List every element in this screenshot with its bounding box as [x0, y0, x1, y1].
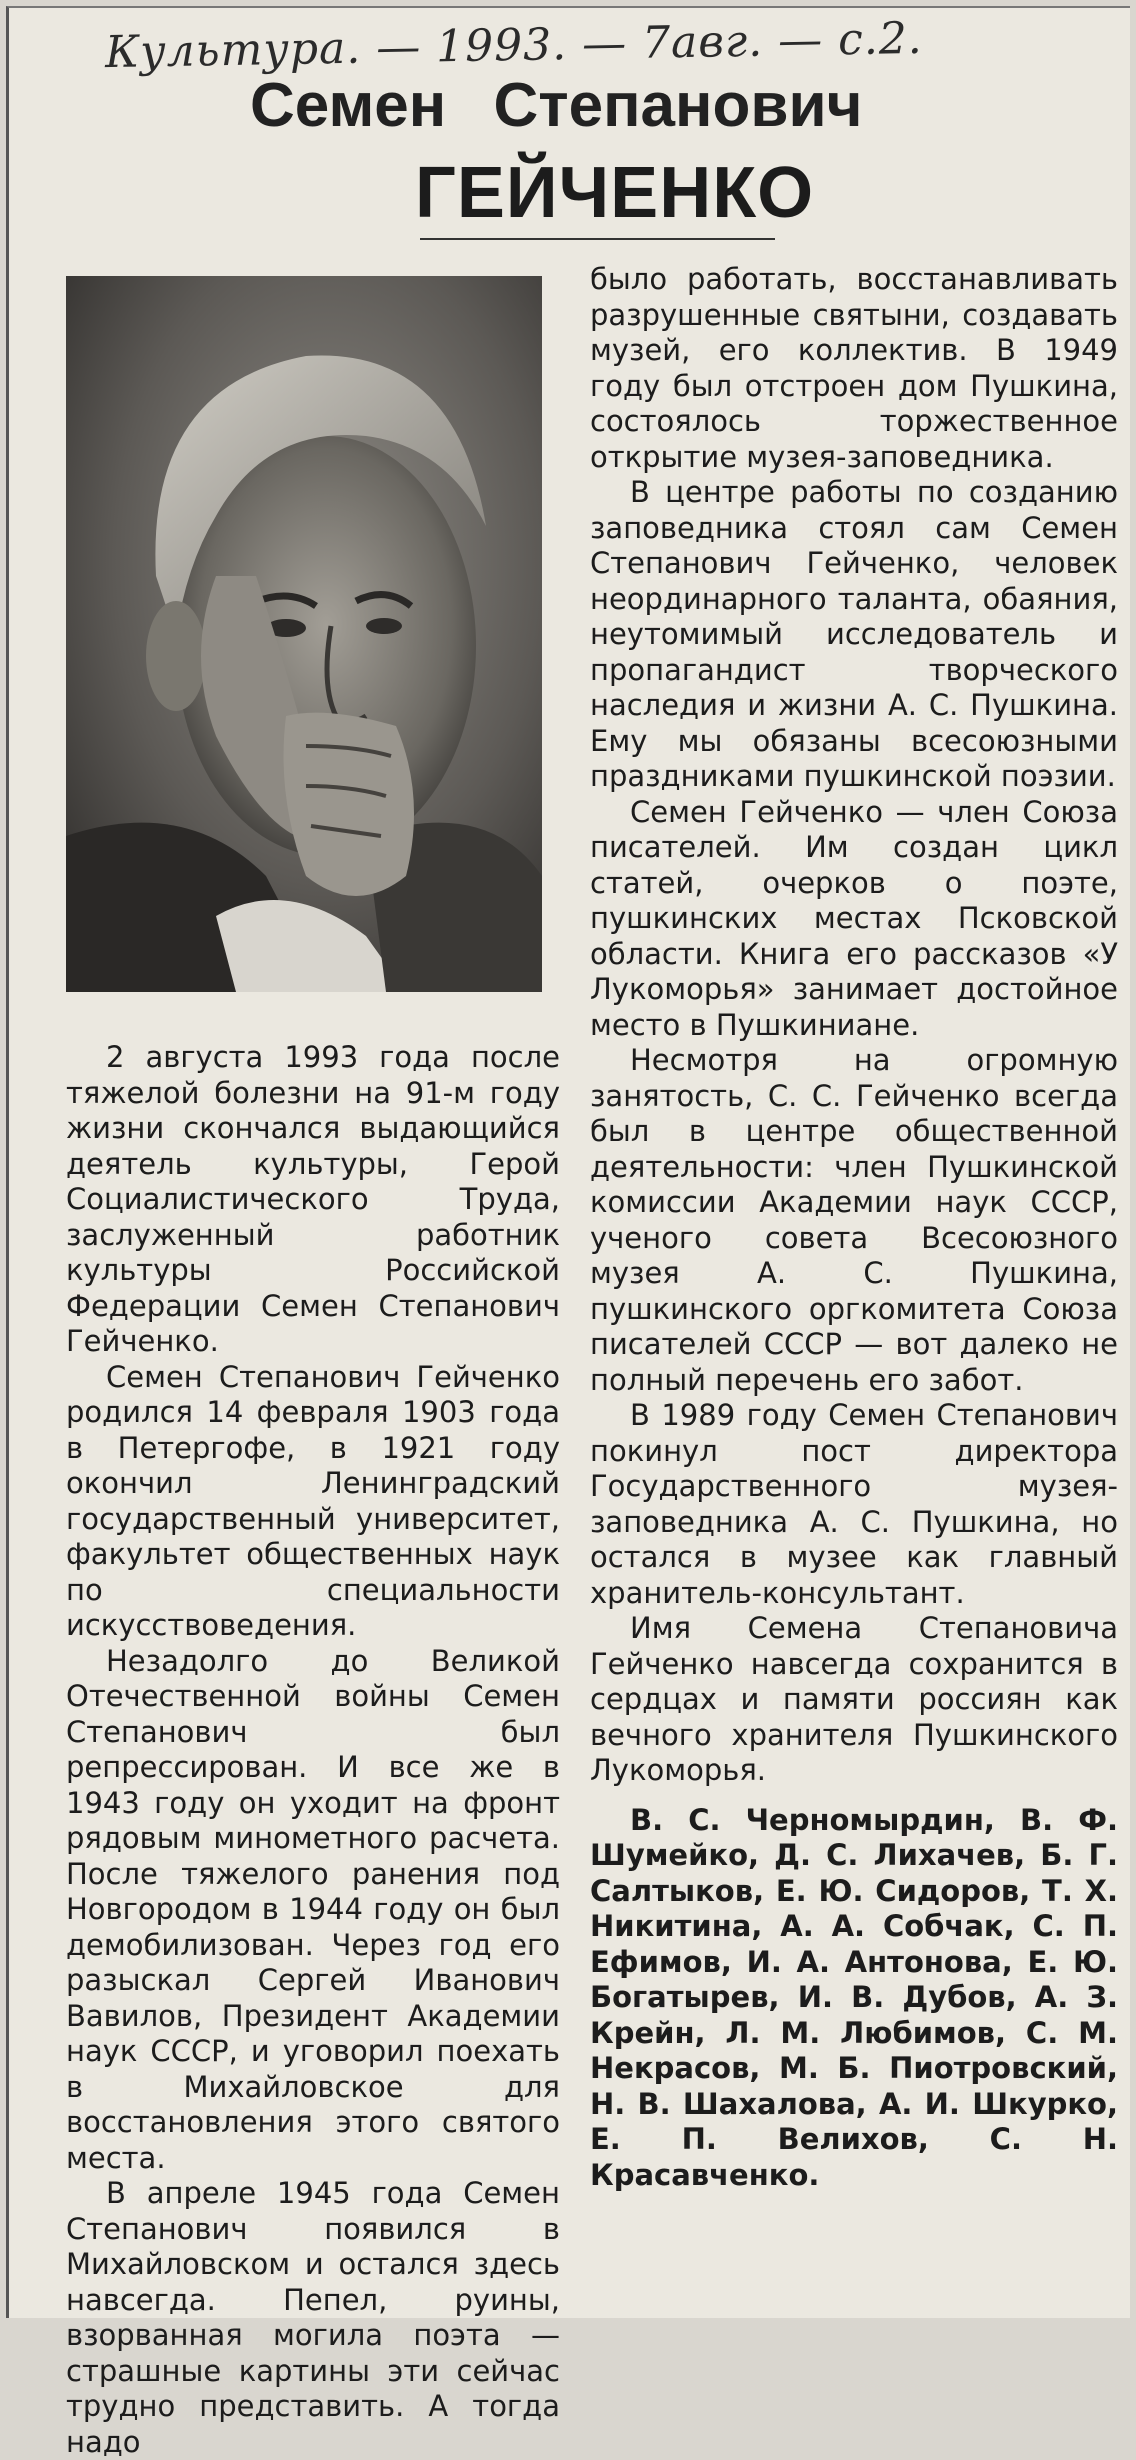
- article-paragraph: Семен Гейченко — член Союза писателей. Им создан цикл статей, очерков о поэте, пушкинских местах Псковской области. Книга его рассказов «У Лукоморья» занимает достойное место в Пушкиниане.: [590, 794, 1118, 1042]
- article-paragraph: Семен Степанович Гейченко родился 14 февраля 1903 года в Петергофе, в 1921 году окончил Ленинградский государственный университет, факультет общественных наук по специальности искусствоведения.: [66, 1359, 560, 1642]
- article-paragraph: Несмотря на огромную занятость, С. С. Гейченко всегда был в центре общественной деятельности: член Пушкинской комиссии Академии наук СССР, ученого совета Всесоюзного музея А. С. Пушкина, пушкинского оргкомитета Союза писателей СССР — вот далеко не полный перечень его забот.: [590, 1043, 1118, 1397]
- article-paragraph: Незадолго до Великой Отечественной войны Семен Степанович был репрессирован. И все же в 1943 году он уходит на фронт рядовым минометного расчета. После тяжелого ранения под Новгородом в 1944 году он был демобилизован. Через год его разыскал Сергей Иванович Вавилов, Президент Академии наук СССР, и уговорил поехать в Михайловское для восстановления этого святого места.: [66, 1643, 560, 2175]
- article-continuation: было работать, восстанавливать разрушенные святыни, создавать музей, его коллектив. В 1949 году был отстроен дом Пушкина, состоялось торжественное открытие музея-заповедника.: [590, 262, 1118, 474]
- headline-surname: ГЕЙЧЕНКО: [415, 153, 815, 233]
- article-left-column: [66, 1040, 560, 2460]
- article-paragraph: Имя Семена Степановича Гейченко навсегда сохранится в сердцах и памяти россиян как вечного хранителя Пушкинского Лукоморья.: [590, 1611, 1118, 1787]
- article-right-column: [590, 262, 1118, 2193]
- article-paragraph: В 1989 году Семен Степанович покинул пост директора Государственного музея-заповедника А. С. Пушкина, но остался в музее как главный хранитель-консультант.: [590, 1398, 1118, 1610]
- headline-underline: [420, 238, 775, 240]
- handwritten-source-note: Культура. — 1993. — 7авг. — с.2.: [104, 12, 924, 79]
- article-paragraph: 2 августа 1993 года после тяжелой болезни на 91-м году жизни скончался выдающийся деятель культуры, Герой Социалистического Труда, заслуженный работник культуры Российской Федерации Семен Степанович Гейченко.: [66, 1040, 560, 1358]
- headline-first-name: Семен Степанович: [250, 71, 863, 140]
- signatories-list: В. С. Черномырдин, В. Ф. Шумейко, Д. С. Лихачев, Б. Г. Салтыков, Е. Ю. Сидоров, Т. Х. Никитина, А. А. Собчак, С. П. Ефимов, И. А. Антонова, Е. Ю. Богатырев, И. В. Дубов, А. З. Крейн, Л. М. Любимов, С. М. Некрасов, М. Б. Пиотровский, Н. В. Шахалова, А. И. Шкурко, Е. П. Велихов, С. Н. Красавченко.: [590, 1802, 1118, 2192]
- portrait-photo: [66, 276, 542, 992]
- article-paragraph: В центре работы по созданию заповедника стоял сам Семен Степанович Гейченко, человек неординарного таланта, обаяния, неутомимый исследователь и пропагандист творческого наследия и жизни А. С. Пушкина. Ему мы обязаны всесоюзными праздниками пушкинской поэзии.: [590, 475, 1118, 793]
- article-paragraph: В апреле 1945 года Семен Степанович появился в Михайловском и остался здесь навсегда. Пепел, руины, взорванная могила поэта — страшные картины эти сейчас трудно представить. А тогда надо: [66, 2176, 560, 2459]
